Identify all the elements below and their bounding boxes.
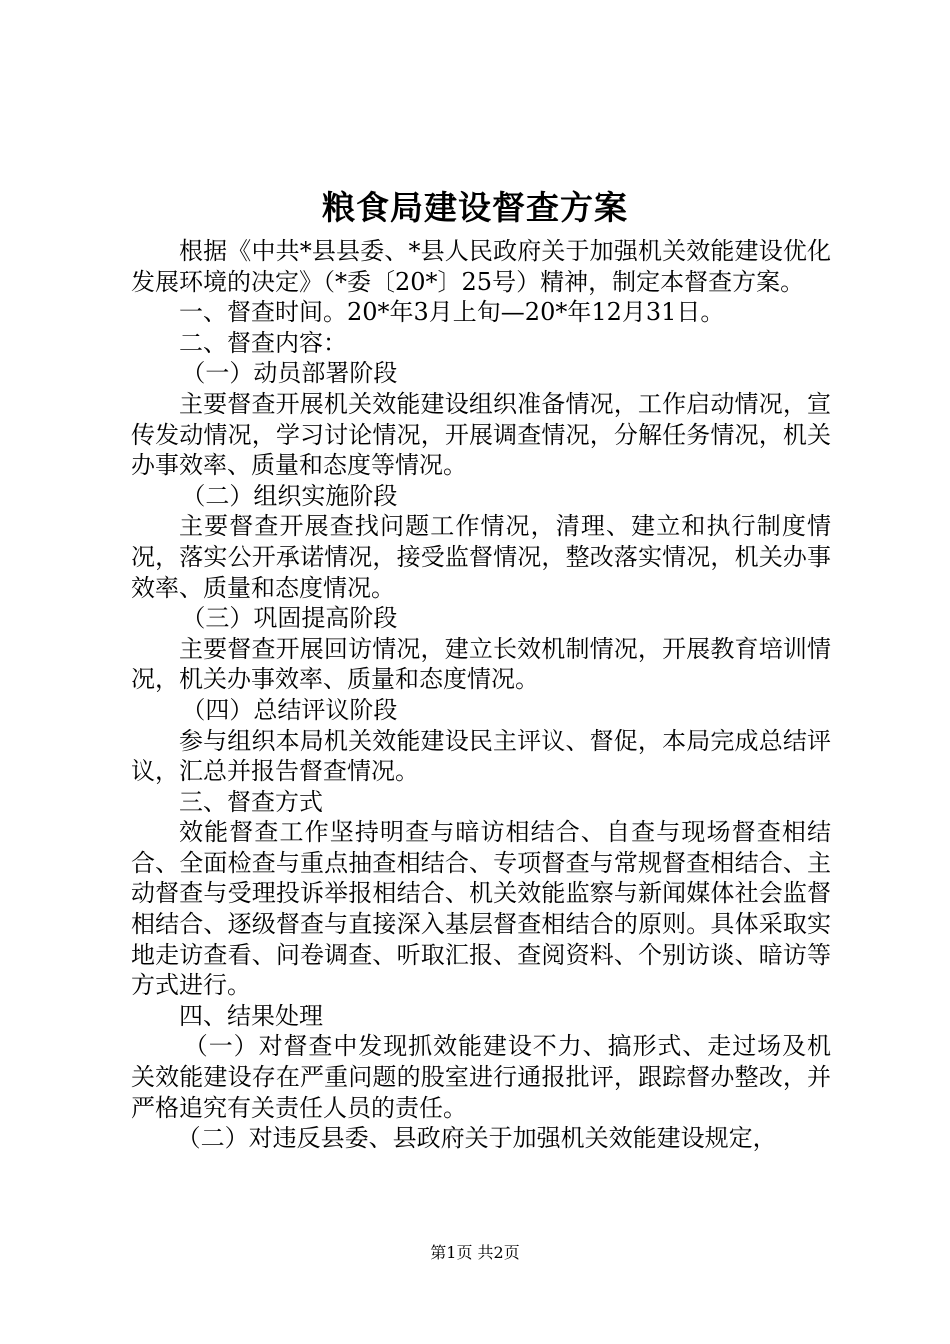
paragraph-result-1: （一）对督查中发现抓效能建设不力、搞形式、走过场及机关效能建设存在严重问题的股室进行通报批评，跟踪督办整改，并严格追究有关责任人员的责任。	[131, 1032, 831, 1122]
heading-result-handling: 四、结果处理	[179, 1001, 323, 1030]
subheading-stage-3: （三）巩固提高阶段	[181, 604, 398, 633]
subheading-stage-1: （一）动员部署阶段	[181, 359, 398, 388]
paragraph-intro: 根据《中共*县县委、*县人民政府关于加强机关效能建设优化发展环境的决定》（*委〔20*〕25号）精神，制定本督查方案。	[131, 237, 831, 296]
heading-inspection-method: 三、督查方式	[179, 787, 323, 816]
subheading-stage-4: （四）总结评议阶段	[181, 695, 398, 724]
document-body	[131, 236, 831, 1154]
subheading-stage-2: （二）组织实施阶段	[181, 481, 398, 510]
heading-inspection-content: 二、督查内容：	[179, 328, 347, 357]
paragraph-stage-4: 参与组织本局机关效能建设民主评议、督促，本局完成总结评议，汇总并报告督查情况。	[131, 726, 831, 786]
paragraph-stage-2: 主要督查开展查找问题工作情况，清理、建立和执行制度情况，落实公开承诺情况，接受监督情况，整改落实情况，机关办事效率、质量和态度情况。	[131, 512, 831, 602]
document-title: 粮食局建设督查方案	[322, 188, 628, 227]
paragraph-inspection-method: 效能督查工作坚持明查与暗访相结合、自查与现场督查相结合、全面检查与重点抽查相结合、专项督查与常规督查相结合、主动督查与受理投诉举报相结合、机关效能监察与新闻媒体社会监督相结合、逐级督查与直接深入基层督查相结合的原则。具体采取实地走访查看、问卷调查、听取汇报、查阅资料、个别访谈、暗访等方式进行。	[131, 818, 831, 1000]
paragraph-stage-1: 主要督查开展机关效能建设组织准备情况，工作启动情况，宣传发动情况，学习讨论情况，开展调查情况，分解任务情况，机关办事效率、质量和态度等情况。	[131, 389, 831, 480]
heading-inspection-time: 一、督查时间。20*年3月上旬—20*年12月31日。	[179, 298, 725, 327]
page-number: 第1页 共2页	[430, 1243, 520, 1262]
paragraph-result-2: （二）对违反县委、县政府关于加强机关效能建设规定，	[176, 1124, 777, 1153]
paragraph-stage-3: 主要督查开展回访情况，建立长效机制情况，开展教育培训情况，机关办事效率、质量和态度情况。	[131, 634, 831, 694]
